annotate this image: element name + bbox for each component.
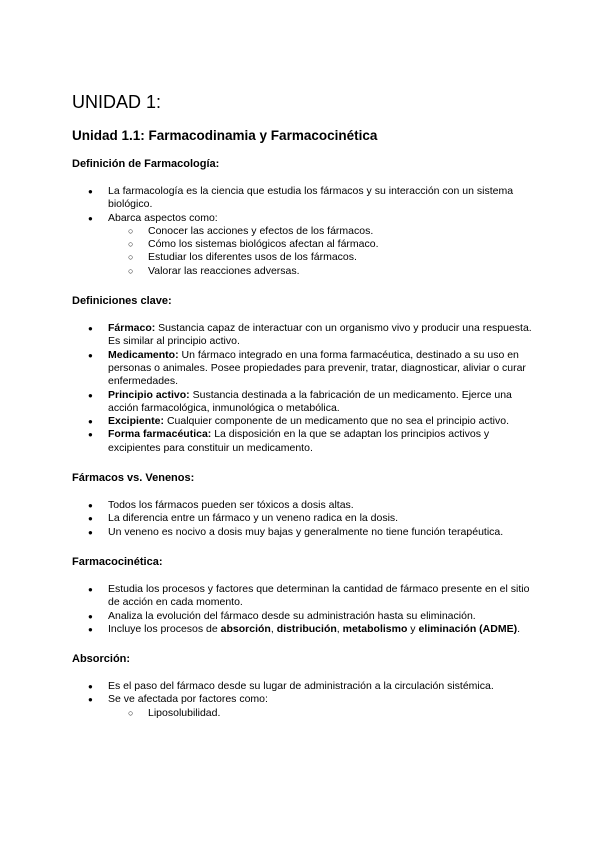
section-heading-farmacologia: Definición de Farmacología: <box>72 158 220 170</box>
list-item <box>72 623 540 636</box>
absorcion-list <box>72 680 540 720</box>
section-heading-venenos: Fármacos vs. Venenos: <box>72 472 195 485</box>
list-item: ● Un veneno es nocivo a dosis muy bajas y generalmente no tiene función terapéutica. <box>72 526 540 539</box>
list-item <box>72 389 540 416</box>
term-metabolismo: metabolismo <box>342 622 408 635</box>
subunit-title: Unidad 1.1: Farmacodinamia y Farmacocinética <box>72 128 378 143</box>
list-item: ● Todos los fármacos pueden ser tóxicos a dosis altas. <box>72 499 540 512</box>
sublist-item: ○ Conocer las acciones y efectos de los fármacos. <box>108 225 540 238</box>
term-absorcion: absorción <box>220 622 271 635</box>
separator: , <box>336 622 343 635</box>
venenos-list <box>72 499 540 539</box>
definition: Un fármaco integrado en una forma farmacéutica, destinado a su uso en personas o animales. Posee propiedades para prevenir, tratar, diagnosticar, aliviar o curar enfermedades. <box>108 348 526 388</box>
list-item: ● Analiza la evolución del fármaco desde su administración hasta su eliminación. <box>72 610 540 623</box>
list-item-text: Abarca aspectos como: <box>108 211 218 224</box>
term: Medicamento: <box>108 348 179 361</box>
section-heading-absorcion: Absorción: <box>72 653 131 666</box>
term-distribucion: distribución <box>276 622 337 635</box>
sublist-item: ○ Estudiar los diferentes usos de los fármacos. <box>108 251 540 264</box>
list-item <box>72 322 540 349</box>
term: Principio activo: <box>108 388 190 401</box>
term-eliminacion: eliminación <box>418 622 477 635</box>
sublist-item: ○ Valorar las reacciones adversas. <box>108 265 540 278</box>
list-item: ● Estudia los procesos y factores que determinan la cantidad de fármaco presente en el sitio de acción en cada momento. <box>72 583 540 610</box>
section-heading-farmacocinetica: Farmacocinética: <box>72 555 163 568</box>
list-item <box>72 693 540 720</box>
list-item-text: Se ve afectada por factores como: <box>108 693 268 706</box>
section-heading-definiciones: Definiciones clave: <box>72 295 172 308</box>
text-end: . <box>517 622 521 635</box>
list-item: ● La farmacología es la ciencia que estudia los fármacos y su interacción con un sistema biológico. <box>72 185 540 212</box>
definition: Sustancia capaz de interactuar con un organismo vivo y producir una respuesta. Es similar al principio activo. <box>108 322 532 348</box>
list-item <box>72 212 540 278</box>
farmacocinetica-list <box>72 583 540 636</box>
farmacologia-list <box>72 185 540 278</box>
term: Forma farmacéutica: <box>108 428 212 441</box>
term-adme: (ADME) <box>479 622 518 635</box>
definition: Sustancia destinada a la fabricación de un medicamento. Ejerce una acción farmacológica, inmunológica o metabólica. <box>108 388 512 414</box>
definition: La disposición en la que se adaptan los principios activos y excipientes para constituir un medicamento. <box>108 428 490 454</box>
sublist-item: ○ Cómo los sistemas biológicos afectan al fármaco. <box>108 238 540 251</box>
list-item <box>72 349 540 389</box>
term: Excipiente: <box>108 415 165 428</box>
definiciones-list <box>72 322 540 455</box>
text: Incluye los procesos de <box>108 622 221 635</box>
definition: Cualquier componente de un medicamento que no sea el principio activo. <box>164 415 509 428</box>
term: Fármaco: <box>108 322 156 335</box>
separator: , <box>270 622 277 635</box>
list-item <box>72 428 540 455</box>
separator: y <box>407 622 419 635</box>
unit-title: UNIDAD 1: <box>72 92 162 112</box>
list-item: ● Es el paso del fármaco desde su lugar de administración a la circulación sistémica. <box>72 680 540 693</box>
sublist <box>108 225 540 278</box>
list-item: ● La diferencia entre un fármaco y un veneno radica en la dosis. <box>72 512 540 525</box>
sublist-item: ○ Liposolubilidad. <box>108 707 540 720</box>
list-item <box>72 415 540 428</box>
sublist <box>108 707 540 720</box>
